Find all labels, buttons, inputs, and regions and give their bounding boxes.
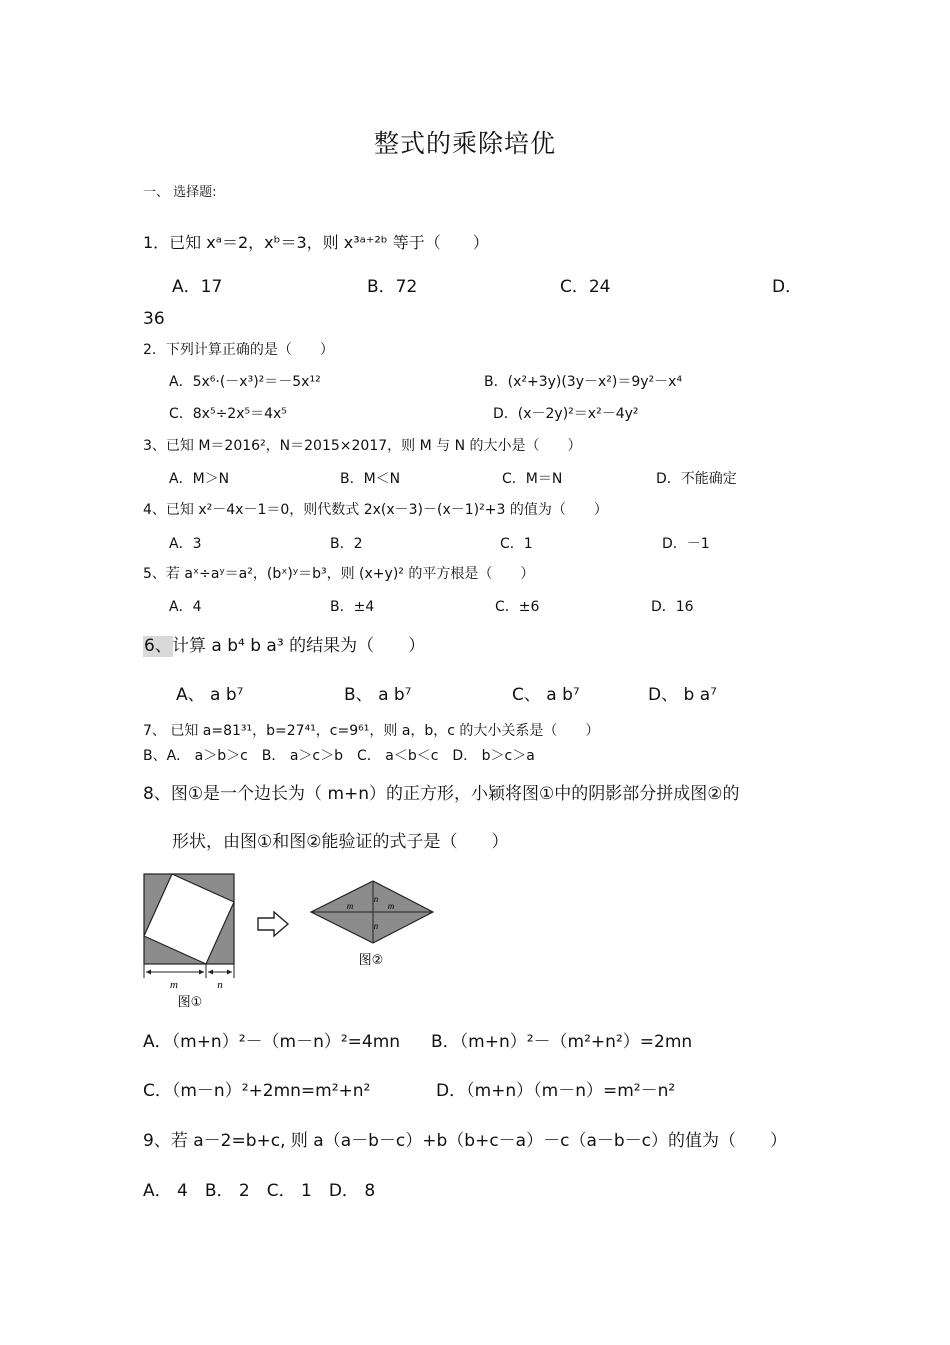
q3-option-d: D．不能确定 <box>656 471 737 487</box>
q8-option-d: D．（m+n）（m－n）=m²－n² <box>436 1081 676 1101</box>
figure1-arrowhead <box>208 970 213 975</box>
q3-option-b: B．M＜N <box>340 471 401 487</box>
q5-option-b: B．±4 <box>330 599 375 615</box>
q1-option-c: C．24 <box>560 277 611 297</box>
q1-option-d-value: 36 <box>143 309 165 329</box>
figure2-label: m <box>387 901 395 911</box>
q4-stem: 4、已知 x²－4x－1＝0，则代数式 2x(x－3)－(x－1)²+3 的值为（ ） <box>143 502 608 518</box>
figure2-label: n <box>373 921 379 931</box>
q5-option-d: D．16 <box>651 599 694 615</box>
q1-option-b: B．72 <box>367 277 418 297</box>
figure1-arrowhead <box>199 970 204 975</box>
figure2-caption: 图② <box>358 953 384 968</box>
figure1-arrowhead <box>146 970 151 975</box>
figure-arrow-icon <box>258 912 288 936</box>
q1-option-a: A．17 <box>172 277 223 297</box>
q6-option-b: B、 a b⁷ <box>344 685 412 705</box>
q5-option-c: C．±6 <box>495 599 540 615</box>
q9-stem: 9、若 a－2=b+c, 则 a（a－b－c）+b（b+c－a）－c（a－b－c）的值为（ ） <box>143 1131 787 1151</box>
figure1-label-m: m <box>170 979 178 991</box>
q4-option-c: C．1 <box>500 536 533 552</box>
section-heading: 一、 选择题: <box>143 185 217 200</box>
q4-option-d: D．－1 <box>662 536 710 552</box>
q2-option-c: C．8x⁵÷2x⁵＝4x⁵ <box>169 406 287 422</box>
figure1-caption: 图① <box>177 995 203 1010</box>
q1-option-d: D． <box>772 277 803 297</box>
q8-option-c: C．（m－n）²+2mn=m²+n² <box>143 1081 371 1101</box>
q3-option-a: A．M＞N <box>169 471 230 487</box>
q6-option-c: C、 a b⁷ <box>512 685 580 705</box>
figure2-label: m <box>346 901 354 911</box>
q2-option-b: B．(x²+3y)(3y－x²)＝9y²－x⁴ <box>484 374 683 390</box>
q2-option-d: D．(x－2y)²＝x²－4y² <box>493 406 639 422</box>
q3-option-c: C．M＝N <box>502 471 563 487</box>
q2-stem: 2．下列计算正确的是（ ） <box>143 342 334 358</box>
q3-stem: 3、已知 M＝2016²，N＝2015×2017，则 M 与 N 的大小是（ ） <box>143 438 582 454</box>
q8-stem-line1: 8、图①是一个边长为（ m+n）的正方形，小颖将图①中的阴影部分拼成图②的 <box>143 784 740 804</box>
q8-figure <box>143 873 434 1011</box>
q1-stem: 1．已知 xᵃ＝2，xᵇ＝3，则 x³ᵃ⁺²ᵇ 等于（ ） <box>143 233 489 252</box>
q6-number: 6、 <box>144 636 172 656</box>
q6-option-a: A、 a b⁷ <box>176 685 244 705</box>
q8-option-a: A．（m+n）²－（m－n）²=4mn <box>143 1032 401 1052</box>
q6-stem: 计算 a b⁴ b a³ 的结果为（ ） <box>172 636 426 656</box>
q8-option-b: B．（m+n）²－（m²+n²）=2mn <box>431 1032 693 1052</box>
figure2-label: n <box>373 894 379 904</box>
q5-option-a: A．4 <box>169 599 202 615</box>
q4-option-b: B．2 <box>330 536 363 552</box>
figure1-arrowhead <box>227 970 232 975</box>
figure1-label-n: n <box>217 979 223 991</box>
q6-option-d: D、 b a⁷ <box>648 685 717 705</box>
q9-options: A． 4 B． 2 C． 1 D． 8 <box>143 1181 376 1201</box>
q8-stem-line2: 形状，由图①和图②能验证的式子是（ ） <box>172 832 509 852</box>
q2-option-a: A．5x⁶·(－x³)²＝－5x¹² <box>169 374 321 390</box>
q5-stem: 5、若 aˣ÷aʸ＝a²，(bˣ)ʸ＝b³，则 (x+y)² 的平方根是（ ） <box>143 566 535 582</box>
q7-stem: 7、 已知 a=81³¹，b=27⁴¹，c=9⁶¹，则 a，b，c 的大小关系是（ ） <box>143 723 600 739</box>
q4-option-a: A．3 <box>169 536 202 552</box>
page-title: 整式的乘除培优 <box>374 129 557 158</box>
q7-options: B、A． a＞b＞c B． a＞c＞b C． a＜b＜c D． b＞c＞a <box>143 748 535 764</box>
